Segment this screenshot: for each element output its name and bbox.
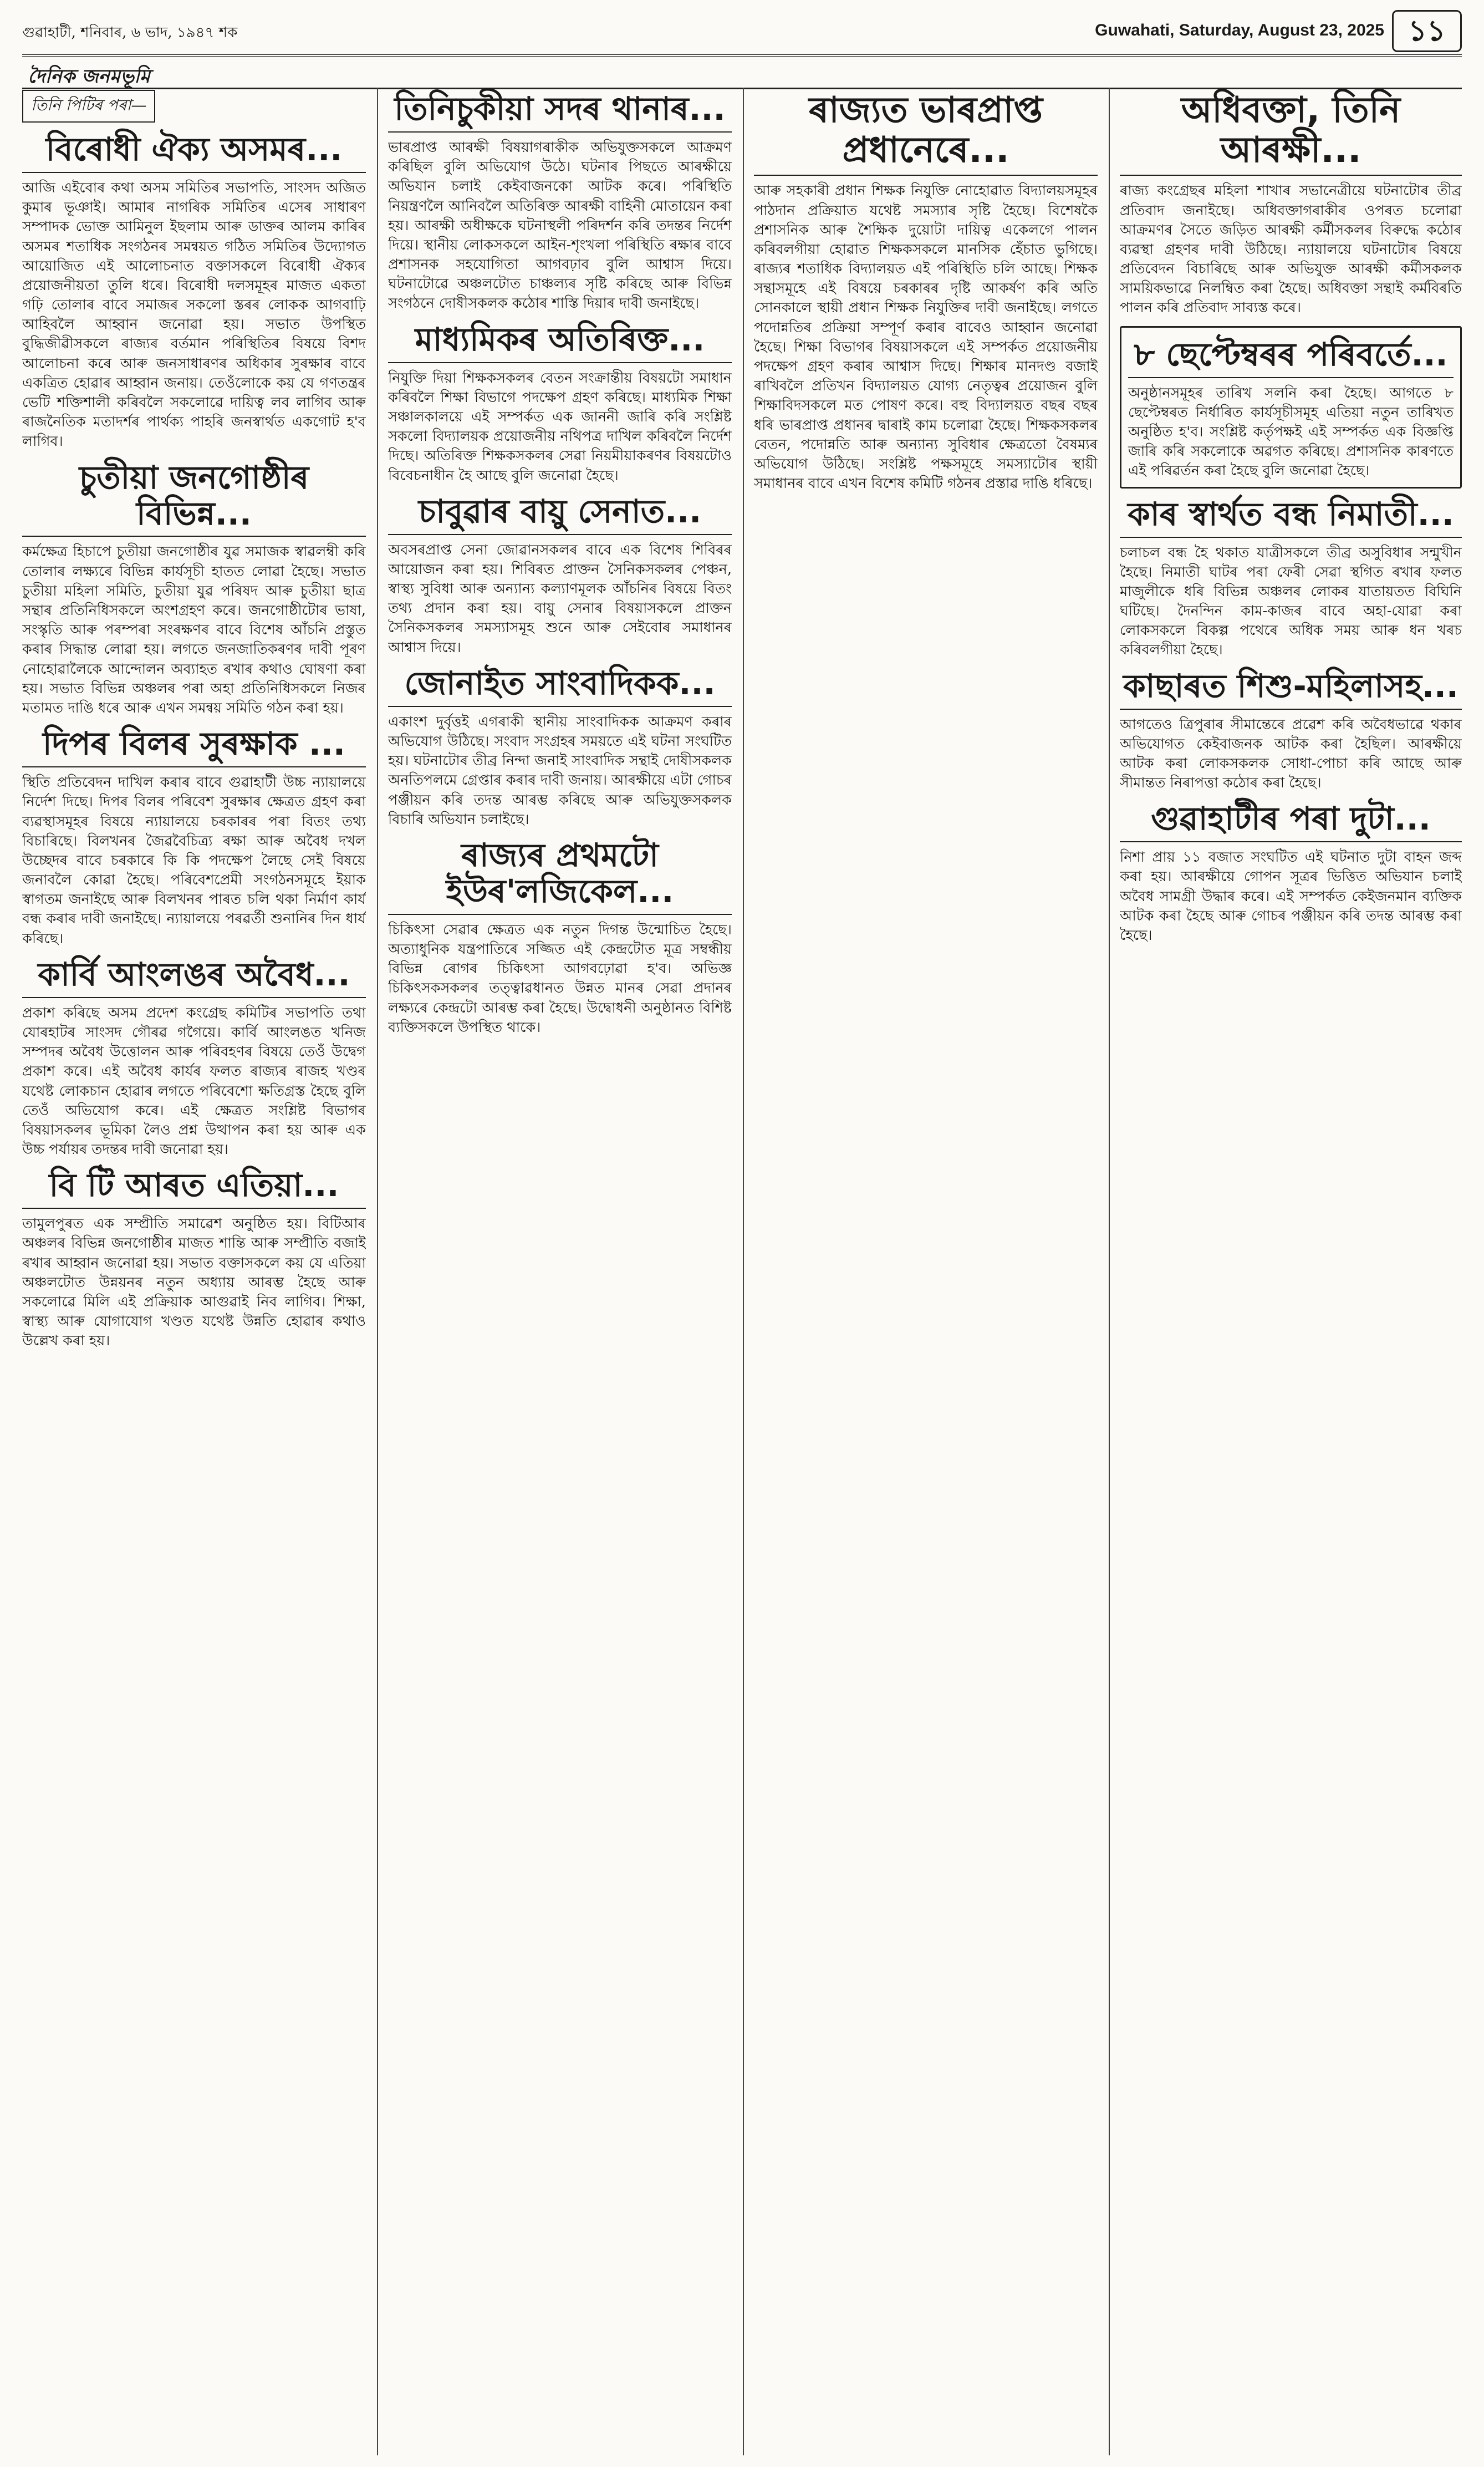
headline: ৮ ছেপ্টেম্বৰৰ পৰিবৰ্তে...	[1128, 337, 1454, 378]
headline: বি টি আৰত এতিয়া...	[22, 1167, 366, 1209]
column-divider	[1109, 88, 1110, 2455]
article	[388, 91, 732, 314]
headline: চুতীয়া জনগোষ্ঠীৰ বিভিন্ন...	[22, 460, 366, 537]
article	[22, 1167, 366, 1351]
headline: জোনাইত সাংবাদিকক...	[388, 665, 732, 707]
article	[388, 494, 732, 658]
masthead-date-assamese: গুৱাহাটী, শনিবাৰ, ৬ ভাদ, ১৯৪৭ শক	[22, 24, 238, 41]
article-body: আজি এইবোৰ কথা অসম সমিতিৰ সভাপতি, সাংসদ অজিত কুমাৰ ভূঞাই। আমাৰ নাগৰিক সমিতিৰ এসেৰ সাধাৰণ সম্পাদক ভোক্ত আমিনুল ইছলাম আৰু ডাক্তৰ আলম কাৰিৰ অসমৰ শতাধিক সংগঠনৰ সমন্বয়ত গঠিত সমিতিৰ উদ্যোগত আয়োজিত এই আলোচনাত বক্তাসকলে বিৰোধী ঐক্যৰ প্ৰয়োজনীয়তা তুলি ধৰে। বিৰোধী দলসমূহৰ মাজত একতা গঢ়ি তোলাৰ বাবে সমাজৰ সকলো স্তৰৰ লোকক আগবাঢ়ি আহিবলৈ আহ্বান জনোৱা হয়। সভাত উপস্থিত বুদ্ধিজীৱীসকলে ৰাজ্যৰ বৰ্তমান পৰিস্থিতিৰ বিষয়ে বিশদ আলোচনা কৰে আৰু জনসাধাৰণৰ অধিকাৰ সুৰক্ষাৰ বাবে একত্ৰিত হোৱাৰ আহ্বান জনায়। তেওঁলোকে কয় যে গণতন্ত্ৰৰ ভেটি শক্তিশালী কৰিবলৈ সকলোৱে দায়িত্ব লব লাগিব আৰু ৰাজনৈতিক মতাদৰ্শৰ পাৰ্থক্য পাহৰি জনস্বাৰ্থত একগোট হ'ব লাগিব।	[22, 179, 366, 450]
article	[388, 665, 732, 830]
headline: কাৰ স্বাৰ্থত বন্ধ নিমাতী...	[1120, 496, 1462, 538]
section-name: দৈনিক জনমভূমি	[28, 65, 150, 88]
article-body: প্ৰকাশ কৰিছে অসম প্ৰদেশ কংগ্ৰেছ কমিটিৰ সভাপতি তথা যোৰহাটৰ সাংসদ গৌৰৱ গগৈয়ে। কাৰ্বি আংলঙত খনিজ সম্পদৰ অবৈধ উত্তোলন আৰু পৰিবহণৰ বিষয়ে তেওঁ উদ্বেগ প্ৰকাশ কৰে। এই অবৈধ কাৰ্যৰ ফলত ৰাজ্যৰ ৰাজহ খণ্ডৰ যথেষ্ট লোকচান হোৱাৰ লগতে পৰিবেশো ক্ষতিগ্ৰস্ত হৈছে বুলি তেওঁ অভিযোগ কৰে। এই ক্ষেত্ৰত সংশ্লিষ্ট বিভাগৰ বিষয়াসকলৰ ভূমিকা লৈও প্ৰশ্ন উত্থাপন কৰা হয় আৰু এক উচ্চ পৰ্যায়ৰ তদন্তৰ দাবী জনোৱা হয়।	[22, 1004, 366, 1158]
column-1	[22, 88, 366, 2455]
masthead-date-english: Guwahati, Saturday, August 23, 2025	[1095, 21, 1384, 39]
article-body: নিযুক্তি দিয়া শিক্ষকসকলৰ বেতন সংক্ৰান্তীয় বিষয়টো সমাধান কৰিবলৈ শিক্ষা বিভাগে পদক্ষেপ গ্ৰহণ কৰিছে। মাধ্যমিক শিক্ষা সঞ্চালকালয়ে এই সম্পৰ্কত এক জাননী জাৰি কৰি সংশ্লিষ্ট সকলো বিদ্যালয়ক প্ৰয়োজনীয় নথিপত্ৰ দাখিল কৰিবলৈ নিৰ্দেশ দিছে। অতিৰিক্ত শিক্ষকসকলৰ সেৱা নিয়মীয়াকৰণৰ বিষয়টোও বিবেচনাধীন হৈ আছে বুলি জনোৱা হৈছে।	[388, 369, 732, 484]
headline: বিৰোধী ঐক্য অসমৰ...	[22, 131, 366, 173]
article	[22, 726, 366, 949]
page-columns	[22, 88, 1462, 2455]
headline: দিপৰ বিলৰ সুৰক্ষাক ...	[22, 726, 366, 767]
article	[1120, 496, 1462, 660]
masthead	[22, 10, 1462, 88]
article	[1120, 668, 1462, 793]
headline: অধিবক্তা, তিনি আৰক্ষী...	[1120, 91, 1462, 176]
headline: কাৰ্বি আংলঙৰ অবৈধ...	[22, 957, 366, 998]
article	[388, 837, 732, 1037]
article-body: তামুলপুৰত এক সম্প্ৰীতি সমাৱেশ অনুষ্ঠিত হয়। বিটিআৰ অঞ্চলৰ বিভিন্ন জনগোষ্ঠীৰ মাজত শান্তি আৰু সম্প্ৰীতি বজাই ৰখাৰ আহ্বান জনোৱা হয়। সভাত বক্তাসকলে কয় যে এতিয়া অঞ্চলটোত উন্নয়নৰ নতুন অধ্যায় আৰম্ভ হৈছে আৰু সকলোৱে মিলি এই প্ৰক্ৰিয়াক আগুৱাই নিব লাগিব। শিক্ষা, স্বাস্থ্য আৰু যোগাযোগ খণ্ডত যথেষ্ট উন্নতি হোৱাৰ কথাও উল্লেখ কৰা হয়।	[22, 1215, 366, 1350]
article	[754, 91, 1098, 494]
article	[22, 460, 366, 719]
article-body: চিকিৎসা সেৱাৰ ক্ষেত্ৰত এক নতুন দিগন্ত উন্মোচিত হৈছে। অত্যাধুনিক যন্ত্ৰপাতিৰে সজ্জিত এই কেন্দ্ৰটোত মূত্ৰ সম্বন্ধীয় বিভিন্ন ৰোগৰ চিকিৎসা আগবঢ়োৱা হ'ব। অভিজ্ঞ চিকিৎসকসকলৰ তত্ত্বাৱধানত উন্নত মানৰ সেৱা প্ৰদানৰ লক্ষ্যৰে কেন্দ্ৰটো আৰম্ভ কৰা হৈছে। উদ্বোধনী অনুষ্ঠানত বিশিষ্ট ব্যক্তিসকলে উপস্থিত থাকে।	[388, 921, 732, 1036]
column-3	[754, 88, 1098, 2455]
masthead-rule	[22, 54, 1462, 57]
article-body: একাংশ দুৰ্বৃত্তই এগৰাকী স্থানীয় সাংবাদিকক আক্ৰমণ কৰাৰ অভিযোগ উঠিছে। সংবাদ সংগ্ৰহৰ সময়তে এই ঘটনা সংঘটিত হয়। ঘটনাটোৰ তীব্ৰ নিন্দা জনাই সাংবাদিক সন্থাই দোষীসকলক অনতিপলমে গ্ৰেপ্তাৰ কৰাৰ দাবী জনায়। আৰক্ষীয়ে এটা গোচৰ পঞ্জীয়ন কৰি তদন্ত আৰম্ভ কৰিছে আৰু অভিযুক্তসকলক বিচাৰি অভিযান চলাইছে।	[388, 713, 732, 828]
article-body: ভাৰপ্ৰাপ্ত আৰক্ষী বিষয়াগৰাকীক অভিযুক্তসকলে আক্ৰমণ কৰিছিল বুলি অভিযোগ উঠে। ঘটনাৰ পিছতে আৰক্ষীয়ে অভিযান চলাই কেইবাজনকো আটক কৰে। পৰিস্থিতি নিয়ন্ত্ৰণলৈ আনিবলৈ অতিৰিক্ত আৰক্ষী বাহিনী মোতায়েন কৰা হয়। আৰক্ষী অধীক্ষকে ঘটনাস্থলী পৰিদৰ্শন কৰি তদন্তৰ নিৰ্দেশ দিয়ে। স্থানীয় লোকসকলে আইন-শৃংখলা পৰিস্থিতি ৰক্ষাৰ বাবে প্ৰশাসনক সহযোগিতা আগবঢ়াব বুলি আশ্বাস দিয়ে। ঘটনাটোৱে অঞ্চলটোত চাঞ্চল্যৰ সৃষ্টি কৰিছে আৰু বিভিন্ন সংগঠনে দোষীসকলক কঠোৰ শাস্তি দিয়াৰ দাবী জনাইছে।	[388, 139, 732, 312]
headline: ৰাজ্যৰ প্ৰথমটো ইউৰ'লজিকেল...	[388, 837, 732, 915]
article-body: ৰাজ্য কংগ্ৰেছৰ মহিলা শাখাৰ সভানেত্ৰীয়ে ঘটনাটোৰ তীব্ৰ প্ৰতিবাদ জনাইছে। অধিবক্তাগৰাকীৰ ওপৰত চলোৱা আক্ৰমণৰ সৈতে জড়িত আৰক্ষী কৰ্মীসকলৰ বিৰুদ্ধে কঠোৰ ব্যৱস্থা গ্ৰহণৰ দাবী উঠিছে। ন্যায়ালয়ে ঘটনাটোৰ বিষয়ে প্ৰতিবেদন বিচাৰিছে আৰু অভিযুক্ত আৰক্ষী কৰ্মীসকলক সাময়িকভাৱে নিলম্বিত কৰা হৈছে। অধিবক্তা সন্থাই কৰ্মবিৰতি পালন কৰি প্ৰতিবাদ সাব্যস্ত কৰে।	[1120, 182, 1462, 317]
article-body: আগতেও ত্ৰিপুৰাৰ সীমান্তেৰে প্ৰৱেশ কৰি অবৈধভাৱে থকাৰ অভিযোগত কেইবাজনক আটক কৰা হৈছিল। আৰক্ষীয়ে আটক কৰা লোকসকলক সোধা-পোচা কৰি আছে আৰু সীমান্তত নিৰাপত্তা কঠোৰ কৰা হৈছে।	[1120, 716, 1462, 792]
article-body: নিশা প্ৰায় ১১ বজাত সংঘটিত এই ঘটনাত দুটা বাহন জব্দ কৰা হয়। আৰক্ষীয়ে গোপন সূত্ৰৰ ভিত্তিত অভিযান চলাই অবৈধ সামগ্ৰী উদ্ধাৰ কৰে। এই সম্পৰ্কত কেইজনমান ব্যক্তিক আটক কৰা হৈছে আৰু গোচৰ পঞ্জীয়ন কৰি তদন্ত আৰম্ভ কৰা হৈছে।	[1120, 849, 1462, 944]
article	[22, 957, 366, 1159]
page-number: ১১	[1392, 10, 1462, 52]
column-2	[388, 88, 732, 2455]
article-body: অবসৰপ্ৰাপ্ত সেনা জোৱানসকলৰ বাবে এক বিশেষ শিবিৰৰ আয়োজন কৰা হয়। শিবিৰত প্ৰাক্তন সৈনিকসকলৰ পেঞ্চন, স্বাস্থ্য সুবিধা আৰু অন্যান্য কল্যাণমূলক আঁচনিৰ বিষয়ে বিতং তথ্য প্ৰদান কৰা হয়। বায়ু সেনাৰ বিষয়াসকলে প্ৰাক্তন সৈনিকসকলৰ সমস্যাসমূহ শুনে আৰু সেইবোৰ সমাধানৰ আশ্বাস দিয়ে।	[388, 541, 732, 656]
article-boxed	[1120, 326, 1462, 489]
headline: ৰাজ্যত ভাৰপ্ৰাপ্ত প্ৰধানেৰে...	[754, 91, 1098, 176]
headline: চাবুৱাৰ বায়ু সেনাত...	[388, 494, 732, 535]
article-body: অনুষ্ঠানসমূহৰ তাৰিখ সলনি কৰা হৈছে। আগতে ৮ ছেপ্টেম্বৰত নিৰ্ধাৰিত কাৰ্যসূচীসমূহ এতিয়া নতুন তাৰিখত অনুষ্ঠিত হ'ব। সংশ্লিষ্ট কৰ্তৃপক্ষই এই সম্পৰ্কত এক বিজ্ঞপ্তি জাৰি কৰি সকলোকে অৱগত কৰিছে। প্ৰশাসনিক কাৰণতে এই পৰিৱৰ্তন কৰা হৈছে বুলি জনোৱা হৈছে।	[1128, 384, 1454, 480]
article-body: স্থিতি প্ৰতিবেদন দাখিল কৰাৰ বাবে গুৱাহাটী উচ্চ ন্যায়ালয়ে নিৰ্দেশ দিছে। দিপৰ বিলৰ পৰিবেশ সুৰক্ষাৰ ক্ষেত্ৰত গ্ৰহণ কৰা ব্যৱস্থাসমূহৰ বিষয়ে ন্যায়ালয়ে চৰকাৰৰ পৰা বিতং তথ্য বিচাৰিছে। বিলখনৰ জৈৱবৈচিত্ৰ্য ৰক্ষা আৰু অবৈধ দখল উচ্ছেদৰ বাবে চৰকাৰে কি কি পদক্ষেপ লৈছে সেই বিষয়ে জনাবলৈ কোৱা হৈছে। পৰিবেশপ্ৰেমী সংগঠনসমূহে ইয়াক স্বাগতম জনাইছে আৰু বিলখনৰ পাৰত চলি থকা নিৰ্মাণ কাৰ্য বন্ধ কৰাৰ দাবী জনাইছে। ন্যায়ালয়ে পৰৱৰ্তী শুনানিৰ দিন ধাৰ্য কৰিছে।	[22, 774, 366, 947]
article-body: কৰ্মক্ষেত্ৰ হিচাপে চুতীয়া জনগোষ্ঠীৰ যুৱ সমাজক স্বাৱলম্বী কৰি তোলাৰ লক্ষ্যৰে বিভিন্ন কাৰ্যসূচী হাতত লোৱা হৈছে। সভাত চুতীয়া মহিলা সমিতি, চুতীয়া যুৱ পৰিষদ আৰু চুতীয়া ছাত্ৰ সন্থাৰ প্ৰতিনিধিসকলে অংশগ্ৰহণ কৰে। জনগোষ্ঠীটোৰ ভাষা, সংস্কৃতি আৰু পৰম্পৰা সংৰক্ষণৰ বাবে বিশেষ আঁচনি প্ৰস্তুত কৰাৰ সিদ্ধান্ত লোৱা হয়। লগতে জনজাতিকৰণৰ দাবী পূৰণ নোহোৱালৈকে আন্দোলন অব্যাহত ৰখাৰ কথাও ঘোষণা কৰা হয়। সভাত বিভিন্ন অঞ্চলৰ পৰা অহা প্ৰতিনিধিসকলে নিজৰ মতামত দাঙি ধৰে আৰু এখন সমন্বয় সমিতি গঠন কৰা হয়।	[22, 543, 366, 716]
headline: তিনিচুকীয়া সদৰ থানাৰ...	[388, 91, 732, 133]
article-body: আৰু সহকাৰী প্ৰধান শিক্ষক নিযুক্তি নোহোৱাত বিদ্যালয়সমূহৰ পাঠদান প্ৰক্ৰিয়াত যথেষ্ট সমস্যাৰ সৃষ্টি হৈছে। বিশেষকৈ প্ৰশাসনিক আৰু শৈক্ষিক দুয়োটা দায়িত্ব একেলগে পালন কৰিবলগীয়া হোৱাত শিক্ষকসকলে মানসিক হেঁচাত ভুগিছে। ৰাজ্যৰ শতাধিক বিদ্যালয়ত এই পৰিস্থিতি চলি আছে। শিক্ষক সন্থাসমূহে এই বিষয়ে চৰকাৰৰ দৃষ্টি আকৰ্ষণ কৰি অতি সোনকালে স্থায়ী প্ৰধান শিক্ষক নিযুক্তিৰ দাবী জনাইছে। লগতে পদোন্নতিৰ প্ৰক্ৰিয়া সম্পূৰ্ণ কৰাৰ বাবেও আহ্বান জনোৱা হৈছে। শিক্ষা বিভাগৰ বিষয়াসকলে এই সম্পৰ্কত প্ৰয়োজনীয় পদক্ষেপ গ্ৰহণ কৰাৰ আশ্বাস দিছে। শিক্ষাৰ মানদণ্ড বজাই ৰাখিবলৈ প্ৰতিখন বিদ্যালয়ত যোগ্য নেতৃত্বৰ প্ৰয়োজন বুলি শিক্ষাবিদসকলে মত পোষণ কৰে। বহু বিদ্যালয়ত বছৰ বছৰ ধৰি ভাৰপ্ৰাপ্ত প্ৰধানৰ দ্বাৰাই কাম চলোৱা হৈছে। শিক্ষকসকলৰ বেতন, পদোন্নতি আৰু অন্যান্য সুবিধাৰ ক্ষেত্ৰতো বৈষম্যৰ অভিযোগ উঠিছে। সংশ্লিষ্ট পক্ষসমূহে সমস্যাটোৰ স্থায়ী সমাধানৰ বাবে এখন বিশেষ কমিটি গঠনৰ প্ৰস্তাৱ দাঙি ধৰিছে।	[754, 182, 1098, 492]
article	[1120, 91, 1462, 318]
column-4	[1120, 88, 1462, 2455]
article-body: চলাচল বন্ধ হৈ থকাত যাত্ৰীসকলে তীব্ৰ অসুবিধাৰ সন্মুখীন হৈছে। নিমাতী ঘাটৰ পৰা ফেৰী সেৱা স্থগিত ৰখাৰ ফলত মাজুলীকে ধৰি বিভিন্ন অঞ্চলৰ লোকৰ যাতায়তত বিঘিনি ঘটিছে। দৈনন্দিন কাম-কাজৰ বাবে অহা-যোৱা কৰা লোকসকলে বিকল্প পথেৰে অধিক সময় আৰু ধন খৰচ কৰিবলগীয়া হৈছে।	[1120, 544, 1462, 659]
article	[388, 322, 732, 486]
headline: গুৱাহাটীৰ পৰা দুটা...	[1120, 801, 1462, 842]
column-divider	[743, 88, 744, 2455]
headline: কাছাৰত শিশু-মহিলাসহ...	[1120, 668, 1462, 710]
column-divider	[377, 88, 378, 2455]
article	[1120, 801, 1462, 945]
headline: মাধ্যমিকৰ অতিৰিক্ত...	[388, 322, 732, 363]
article	[22, 131, 366, 452]
continued-kicker: তিনি পিটিৰ পৰা—	[22, 90, 155, 123]
